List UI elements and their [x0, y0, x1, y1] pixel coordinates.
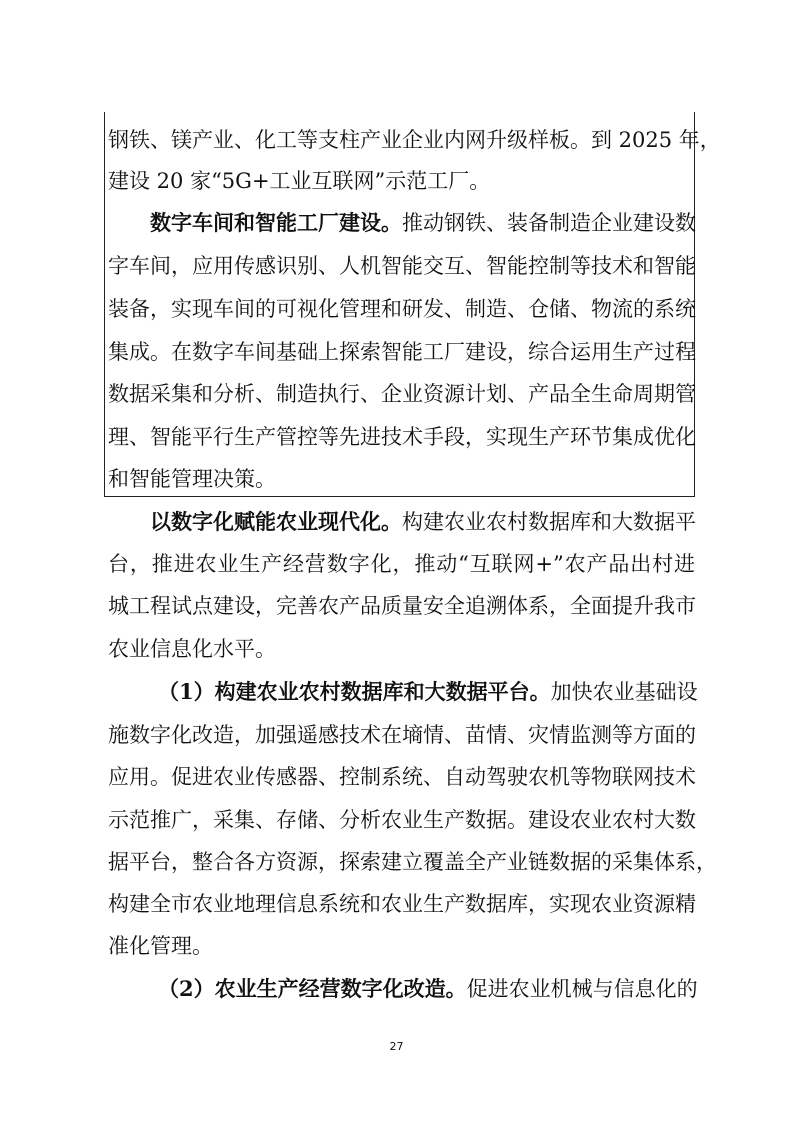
- page-number: 27: [389, 1040, 404, 1053]
- section-heading: 以数字化赋能农业现代化。: [150, 509, 402, 534]
- subsection-heading: 数字车间和智能工厂建设。: [150, 210, 402, 235]
- text-line: 应用。促进农业传感器、控制系统、自动驾驶农机等物联网技术: [108, 765, 696, 789]
- text-span: 推动钢铁、装备制造企业建设数: [402, 211, 696, 235]
- item-heading: （1）构建农业农村数据库和大数据平台。: [158, 679, 551, 704]
- text-line: [108, 504, 695, 540]
- item-heading: （2）农业生产经营数字化改造。: [158, 976, 467, 1001]
- text-line: 农业信息化水平。: [108, 637, 276, 661]
- text-line: 理、智能平行生产管控等先进技术手段，实现生产环节集成优化: [108, 425, 696, 449]
- text-span: 构建农业农村数据库和大数据平: [402, 510, 696, 534]
- text-line: 集成。在数字车间基础上探索智能工厂建设，综合运用生产过程: [108, 340, 696, 364]
- text-line: 构建全市农业地理信息系统和农业生产数据库，实现农业资源精: [108, 892, 696, 916]
- text-line: 钢铁、镁产业、化工等支柱产业企业内网升级样板。到 2025 年，: [108, 128, 721, 152]
- text-line: 施数字化改造，加强遥感技术在墒情、苗情、灾情监测等方面的: [108, 723, 696, 747]
- text-line: [108, 674, 698, 710]
- text-line: 字车间，应用传感识别、人机智能交互、智能控制等技术和智能: [108, 254, 696, 278]
- text-line: [108, 971, 698, 1007]
- text-line: 和智能管理决策。: [108, 467, 276, 491]
- text-line: 示范推广，采集、存储、分析农业生产数据。建设农业农村大数: [108, 808, 696, 832]
- text-line: 准化管理。: [108, 934, 213, 958]
- text-line: 台，推进农业生产经营数字化，推动“互联网+”农产品出村进: [108, 552, 695, 576]
- text-span: 加快农业基础设: [550, 680, 698, 704]
- text-line: 建设 20 家“5G+工业互联网”示范工厂。: [108, 169, 491, 193]
- text-span: 促进农业机械与信息化的: [466, 977, 698, 1001]
- text-line: 城工程试点建设，完善农产品质量安全追溯体系，全面提升我市: [108, 594, 696, 618]
- text-line: [108, 205, 696, 241]
- text-line: 数据采集和分析、制造执行、企业资源计划、产品全生命周期管: [108, 382, 696, 406]
- text-line: 据平台，整合各方资源，探索建立覆盖全产业链数据的采集体系，: [108, 850, 717, 874]
- text-line: 装备，实现车间的可视化管理和研发、制造、仓储、物流的系统: [108, 297, 696, 321]
